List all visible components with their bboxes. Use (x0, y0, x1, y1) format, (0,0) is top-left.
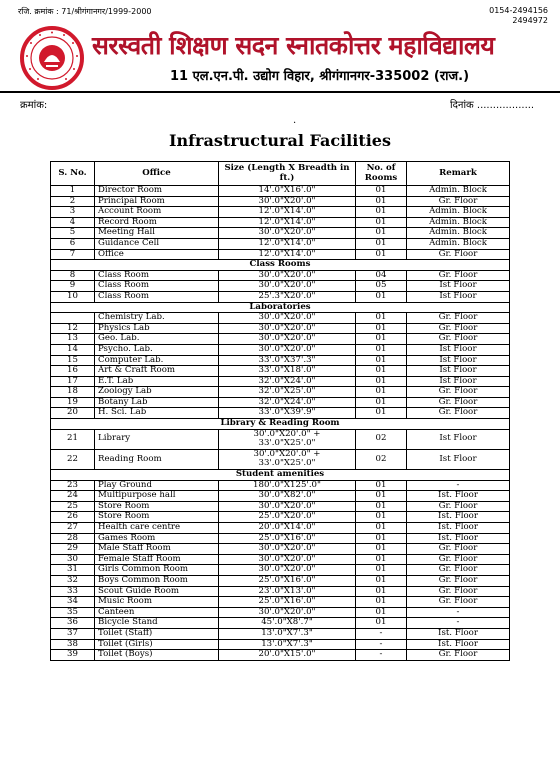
cell-remark: Gr. Floor (407, 387, 510, 398)
page-title: Infrastructural Facilities (169, 131, 391, 150)
table-row (51, 533, 510, 544)
cell-remark: Admin. Block (407, 207, 510, 218)
cell-size: 30'.0"X20'.0" (219, 565, 356, 576)
cell-rooms: 01 (356, 217, 407, 228)
cell-remark: Ist Floor (407, 355, 510, 366)
table-row (51, 376, 510, 387)
cell-size: 30'.0"X20'.0" (219, 554, 356, 565)
table-row (51, 270, 510, 281)
cell-remark: - (407, 480, 510, 491)
table-section-row (51, 470, 510, 481)
cell-rooms: 01 (356, 533, 407, 544)
cell-office: Store Room (95, 512, 219, 523)
cell-sno: 39 (51, 650, 95, 661)
cell-office: Female Staff Room (95, 554, 219, 565)
cell-sno: 17 (51, 376, 95, 387)
cell-office: Toilet (Staff) (95, 628, 219, 639)
cell-sno: 14 (51, 344, 95, 355)
cell-size: 30'.0"X20'.0" (219, 323, 356, 334)
section-heading: Student amenities (51, 470, 510, 481)
cell-rooms: 01 (356, 334, 407, 345)
cell-remark: Gr. Floor (407, 501, 510, 512)
table-body (51, 186, 510, 661)
cell-size: 32'.0"X24'.0" (219, 376, 356, 387)
cell-rooms: 01 (356, 501, 407, 512)
cell-office: Account Room (95, 207, 219, 218)
cell-office: Store Room (95, 501, 219, 512)
cell-rooms: 01 (356, 408, 407, 419)
cell-size: 33'.0"X37'.3" (219, 355, 356, 366)
cell-sno: 31 (51, 565, 95, 576)
decorative-dot: . (293, 115, 297, 126)
cell-remark: Gr. Floor (407, 586, 510, 597)
cell-sno: 10 (51, 291, 95, 302)
cell-size: 13'.0"X7'.3" (219, 628, 356, 639)
cell-remark: Gr. Floor (407, 313, 510, 324)
table-row (51, 408, 510, 419)
cell-rooms: 01 (356, 523, 407, 534)
cell-size: 30'.0"X20'.0" (219, 334, 356, 345)
table-row (51, 397, 510, 408)
cell-office: Toilet (Boys) (95, 650, 219, 661)
table-row (51, 449, 510, 469)
cell-size: 14'.0"X16'.0" (219, 186, 356, 197)
cell-size-line: 30'.0"X20'.0" + (253, 428, 321, 439)
cell-office: Health care centre (95, 523, 219, 534)
cell-remark: Admin. Block (407, 228, 510, 239)
table-row (51, 238, 510, 249)
cell-size: 32'.0"X25'.0" (219, 387, 356, 398)
cell-size: 30'.0"X20'.0" (219, 228, 356, 239)
table-row (51, 523, 510, 534)
cell-rooms: 01 (356, 544, 407, 555)
cell-office: Art & Craft Room (95, 366, 219, 377)
cell-office: Library (95, 429, 219, 449)
cell-size: 25'.0"X16'.0" (219, 597, 356, 608)
header-size-title: Size (224, 162, 245, 173)
table-row (51, 597, 510, 608)
cell-size: 13'.0"X7'.3" (219, 639, 356, 650)
cell-size: 30'.0"X20'.0" (219, 344, 356, 355)
cell-office: Director Room (95, 186, 219, 197)
header-sno: S. No. (51, 162, 95, 186)
cell-sno: 21 (51, 429, 95, 449)
facilities-table (50, 161, 510, 661)
cell-office: Geo. Lab. (95, 334, 219, 345)
cell-office: Class Room (95, 281, 219, 292)
cell-size: 33'.0"X18'.0" (219, 366, 356, 377)
cell-office: Music Room (95, 597, 219, 608)
cell-size: 30'.0"X20'.0" (219, 281, 356, 292)
cell-rooms: 01 (356, 228, 407, 239)
cell-office: Computer Lab. (95, 355, 219, 366)
phone-line-1: 0154-2494156 (489, 6, 548, 15)
cell-sno: 7 (51, 249, 95, 260)
cell-remark: Gr. Floor (407, 565, 510, 576)
cell-office: Class Room (95, 291, 219, 302)
cell-remark: Ist Floor (407, 291, 510, 302)
cell-office: Principal Room (95, 196, 219, 207)
cell-sno: 28 (51, 533, 95, 544)
cell-sno: 5 (51, 228, 95, 239)
section-heading: Class Rooms (51, 260, 510, 271)
table-row (51, 512, 510, 523)
cell-office: E.T. Lab (95, 376, 219, 387)
cell-remark: Gr. Floor (407, 249, 510, 260)
section-heading: Library & Reading Room (51, 419, 510, 430)
table-row (51, 217, 510, 228)
cell-remark: Ist. Floor (407, 491, 510, 502)
table-row (51, 429, 510, 449)
cell-rooms: 01 (356, 491, 407, 502)
cell-size: 33'.0"X39'.9" (219, 408, 356, 419)
cell-office: Play Ground (95, 480, 219, 491)
table-row (51, 480, 510, 491)
cell-size: 32'.0"X24'.0" (219, 397, 356, 408)
cell-rooms: 04 (356, 270, 407, 281)
table-row (51, 186, 510, 197)
cell-size: 30'.0"X20'.0" (219, 313, 356, 324)
cell-sno: 38 (51, 639, 95, 650)
cell-size: 30'.0"X20'.0" (219, 607, 356, 618)
cell-remark: Gr. Floor (407, 196, 510, 207)
cell-sno: 25 (51, 501, 95, 512)
cell-office: Botany Lab (95, 397, 219, 408)
cell-sno: 18 (51, 387, 95, 398)
cell-rooms: 01 (356, 323, 407, 334)
cell-size-line: 33'.0"X25'.0" (258, 438, 316, 449)
cell-size: 25'.0"X16'.0" (219, 575, 356, 586)
cell-sno: 2 (51, 196, 95, 207)
registration-number: रजि. क्रमांक : 71/श्रीगंगानगर/1999-2000 (18, 7, 152, 16)
table-row (51, 575, 510, 586)
cell-rooms: 01 (356, 575, 407, 586)
cell-rooms: 02 (356, 449, 407, 469)
cell-sno: 27 (51, 523, 95, 534)
cell-remark: Ist Floor (407, 366, 510, 377)
table-row (51, 281, 510, 292)
cell-remark: Admin. Block (407, 186, 510, 197)
cell-sno: 23 (51, 480, 95, 491)
cell-rooms: 01 (356, 565, 407, 576)
header-divider (0, 91, 560, 93)
header-size (219, 162, 356, 186)
cell-remark: Gr. Floor (407, 554, 510, 565)
cell-remark: Admin. Block (407, 238, 510, 249)
cell-size: 25'.0"X20'.0" (219, 512, 356, 523)
cell-rooms: 01 (356, 366, 407, 377)
cell-rooms: 01 (356, 249, 407, 260)
cell-office: Bicycle Stand (95, 618, 219, 629)
cell-remark: Ist. Floor (407, 639, 510, 650)
cell-size: 45'.0"X8'.7" (219, 618, 356, 629)
cell-remark: Gr. Floor (407, 575, 510, 586)
table-row (51, 291, 510, 302)
cell-size-line: 33'.0"X25'.0" (258, 458, 316, 469)
cell-sno: 29 (51, 544, 95, 555)
cell-office: Class Room (95, 270, 219, 281)
cell-office: Boys Common Room (95, 575, 219, 586)
cell-remark: Ist. Floor (407, 523, 510, 534)
cell-remark: Gr. Floor (407, 650, 510, 661)
cell-rooms: 01 (356, 597, 407, 608)
cell-remark: Gr. Floor (407, 397, 510, 408)
cell-rooms: 01 (356, 238, 407, 249)
cell-rooms: 01 (356, 355, 407, 366)
cell-office: Physics Lab (95, 323, 219, 334)
cell-sno: 37 (51, 628, 95, 639)
cell-size: 20'.0"X14'.0" (219, 523, 356, 534)
cell-rooms: 01 (356, 313, 407, 324)
cell-size: 30'.0"X20'.0" (219, 270, 356, 281)
cell-size (219, 429, 356, 449)
cell-sno: 30 (51, 554, 95, 565)
cell-size: 30'.0"X20'.0" (219, 544, 356, 555)
cell-office: Psycho. Lab. (95, 344, 219, 355)
cell-size: 23'.0"X13'.0" (219, 586, 356, 597)
table-section-row (51, 419, 510, 430)
cell-sno: 19 (51, 397, 95, 408)
cell-office: Male Staff Room (95, 544, 219, 555)
cell-sno: 15 (51, 355, 95, 366)
cell-size: 12'.0"X14'.0" (219, 249, 356, 260)
cell-sno: 35 (51, 607, 95, 618)
cell-office: Office (95, 249, 219, 260)
cell-sno: 26 (51, 512, 95, 523)
cell-size: 20'.0"X15'.0" (219, 650, 356, 661)
table-row (51, 334, 510, 345)
cell-office: Girls Common Room (95, 565, 219, 576)
table-row (51, 554, 510, 565)
table-row (51, 228, 510, 239)
header-rooms: No. of Rooms (356, 162, 407, 186)
cell-remark: Gr. Floor (407, 597, 510, 608)
cell-rooms: 01 (356, 387, 407, 398)
table-row (51, 586, 510, 597)
cell-office: Record Room (95, 217, 219, 228)
cell-sno: 16 (51, 366, 95, 377)
cell-office: Canteen (95, 607, 219, 618)
table-row (51, 607, 510, 618)
table-row (51, 366, 510, 377)
table-row (51, 387, 510, 398)
table-row (51, 249, 510, 260)
phone-line-2: 2494972 (512, 16, 548, 25)
header-size-unit: (Length X Breadth in ft.) (247, 162, 350, 183)
cell-sno: 6 (51, 238, 95, 249)
table-header-row (51, 162, 510, 186)
cell-sno: 24 (51, 491, 95, 502)
cell-sno: 13 (51, 334, 95, 345)
table-row (51, 344, 510, 355)
cell-remark: Ist Floor (407, 449, 510, 469)
cell-rooms: 01 (356, 618, 407, 629)
cell-sno: 32 (51, 575, 95, 586)
cell-sno: 8 (51, 270, 95, 281)
cell-office: Zoology Lab (95, 387, 219, 398)
table-row (51, 323, 510, 334)
cell-rooms: 01 (356, 480, 407, 491)
cell-rooms: 01 (356, 512, 407, 523)
cell-rooms: 02 (356, 429, 407, 449)
cell-size: 180'.0"X125'.0" (219, 480, 356, 491)
table-row (51, 501, 510, 512)
cell-sno (51, 313, 95, 324)
table-row (51, 650, 510, 661)
cell-sno: 9 (51, 281, 95, 292)
cell-size: 12'.0"X14'.0" (219, 217, 356, 228)
cell-remark: Ist. Floor (407, 533, 510, 544)
cell-remark: Ist Floor (407, 376, 510, 387)
cell-rooms: 01 (356, 607, 407, 618)
cell-office: Reading Room (95, 449, 219, 469)
table-row (51, 355, 510, 366)
cell-office: Toilet (Girls) (95, 639, 219, 650)
cell-rooms: - (356, 628, 407, 639)
cell-remark: Gr. Floor (407, 408, 510, 419)
cell-office: Games Room (95, 533, 219, 544)
cell-remark: Gr. Floor (407, 334, 510, 345)
table-section-row (51, 302, 510, 313)
cell-rooms: 01 (356, 291, 407, 302)
cell-rooms: 01 (356, 186, 407, 197)
table-row (51, 628, 510, 639)
cell-rooms: 01 (356, 586, 407, 597)
table-row (51, 544, 510, 555)
cell-remark: - (407, 618, 510, 629)
reference-number-label: क्रमांक: (20, 100, 48, 111)
cell-size: 30'.0"X20'.0" (219, 501, 356, 512)
cell-rooms: - (356, 639, 407, 650)
cell-rooms: 01 (356, 196, 407, 207)
cell-size: 25'.3"X20'.0" (219, 291, 356, 302)
cell-sno: 34 (51, 597, 95, 608)
college-logo (20, 26, 84, 90)
cell-office: Guidance Cell (95, 238, 219, 249)
cell-sno: 4 (51, 217, 95, 228)
cell-sno: 22 (51, 449, 95, 469)
cell-sno: 20 (51, 408, 95, 419)
cell-remark: Gr. Floor (407, 544, 510, 555)
cell-sno: 12 (51, 323, 95, 334)
phone-numbers (489, 6, 548, 26)
cell-size: 12'.0"X14'.0" (219, 238, 356, 249)
cell-size: 12'.0"X14'.0" (219, 207, 356, 218)
date-label: दिनांक .................. (450, 100, 535, 111)
table-section-row (51, 260, 510, 271)
cell-rooms: 05 (356, 281, 407, 292)
header-remark: Remark (407, 162, 510, 186)
cell-size: 30'.0"X82'.0" (219, 491, 356, 502)
table-row (51, 207, 510, 218)
table-row (51, 565, 510, 576)
cell-rooms: - (356, 650, 407, 661)
cell-size: 30'.0"X20'.0" (219, 196, 356, 207)
table-row (51, 618, 510, 629)
table-row (51, 491, 510, 502)
section-heading: Laboratories (51, 302, 510, 313)
college-name: सरस्वती शिक्षण सदन स्नातकोत्तर महाविद्यालय (92, 31, 495, 60)
cell-sno: 3 (51, 207, 95, 218)
cell-rooms: 01 (356, 554, 407, 565)
cell-size: 25'.0"X16'.0" (219, 533, 356, 544)
table-row (51, 196, 510, 207)
cell-office: Chemistry Lab. (95, 313, 219, 324)
cell-remark: Gr. Floor (407, 270, 510, 281)
cell-rooms: 01 (356, 376, 407, 387)
cell-remark: Admin. Block (407, 217, 510, 228)
cell-remark: - (407, 607, 510, 618)
cell-sno: 1 (51, 186, 95, 197)
cell-office: H. Sci. Lab (95, 408, 219, 419)
cell-size-line: 30'.0"X20'.0" + (253, 448, 321, 459)
table-row (51, 313, 510, 324)
cell-rooms: 01 (356, 344, 407, 355)
cell-office: Multipurpose hall (95, 491, 219, 502)
college-address: 11 एल.एन.पी. उद्योग विहार, श्रीगंगानगर-335002 (राज.) (170, 69, 470, 84)
cell-remark: Ist. Floor (407, 628, 510, 639)
cell-remark: Ist Floor (407, 281, 510, 292)
cell-remark: Gr. Floor (407, 323, 510, 334)
cell-office: Scout Guide Room (95, 586, 219, 597)
cell-office: Meeting Hall (95, 228, 219, 239)
header-office: Office (95, 162, 219, 186)
cell-remark: Ist Floor (407, 429, 510, 449)
cell-rooms: 01 (356, 397, 407, 408)
cell-rooms: 01 (356, 207, 407, 218)
cell-sno: 36 (51, 618, 95, 629)
cell-size (219, 449, 356, 469)
cell-remark: Ist Floor (407, 344, 510, 355)
cell-remark: Ist. Floor (407, 512, 510, 523)
cell-sno: 33 (51, 586, 95, 597)
